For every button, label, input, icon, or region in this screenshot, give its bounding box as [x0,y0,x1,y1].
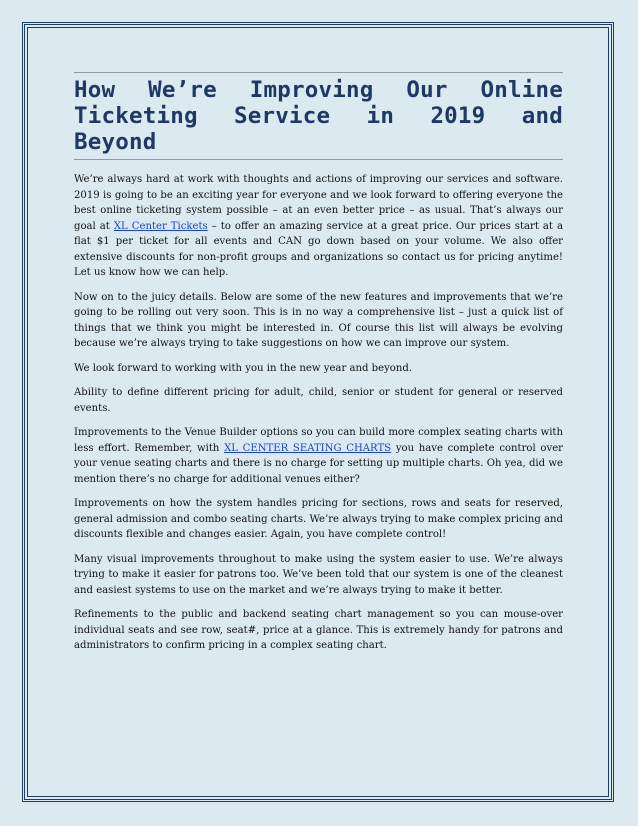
title-rule-top [74,72,563,73]
xl-center-seating-charts-link[interactable]: XL CENTER SEATING CHARTS [224,442,392,454]
paragraph-venue-builder [74,425,563,487]
paragraph-details: Now on to the juicy details. Below are some of the new features and improvements that we’re going to be rolling out very soon. This is in no way a comprehensive list – just a quick list of things that we think you might be interested in. Of course this list will always be evolving because we’re always trying to take suggestions on how we can improve our system. [74,291,563,349]
article [74,72,563,663]
paragraph-intro-text-after: – to offer an amazing service at a great price. Our prices start at a flat $1 per ticket for all events and CAN go down based on your volume. We also offer extensive discounts for non-profit groups and organizations so contact us for pricing anytime! Let us know how we can help. [74,220,563,278]
paragraph-intro [74,172,563,281]
paragraph-pricing-handling: Improvements on how the system handles pricing for sections, rows and seats for reserved, general admission and combo seating charts. We’re always trying to make complex pricing and discounts flexible and changes easier. Again, you have complete control! [74,498,563,540]
paragraph-visual-improvements: Many visual improvements throughout to make using the system easier to use. We’re always trying to make it easier for patrons too. We’ve been told that our system is one of the cleanest and easiest systems to use on the market and we’re always trying to make it better. [74,553,563,596]
paragraph-look-forward: We look forward to working with you in the new year and beyond. [74,362,413,374]
paragraph-venue-builder-text-after: you have complete control over your venue seating charts and there is no charge for setting up multiple charts. Oh yea, did we mention there’s no charge for additional venues either? [74,442,563,485]
page-title: How We’re Improving Our Online Ticketing Service in 2019 and Beyond [74,77,563,155]
paragraph-pricing-ability: Ability to define different pricing for adult, child, senior or student for general or reserved events. [74,387,563,414]
xl-center-tickets-link[interactable]: XL Center Tickets [113,220,208,232]
title-rule-bottom [74,159,563,160]
paragraph-venue-builder-text-before: Improvements to the Venue Builder options so you can build more complex seating charts with less effort. Remember, with [74,427,563,454]
paragraph-refinements: Refinements to the public and backend seating chart management so you can mouse-over individual seats and see row, seat#, price at a glance. This is extremely handy for patrons and administrators to confirm pricing in a complex seating chart. [74,609,563,651]
paragraph-intro-text-before: We’re always hard at work with thoughts and actions of improving our services and software. 2019 is going to be an exciting year for everyone and we look forward to offering everyone the best online ticketing system possible – at an even better price – as usual. That’s always our goal at [74,174,563,232]
